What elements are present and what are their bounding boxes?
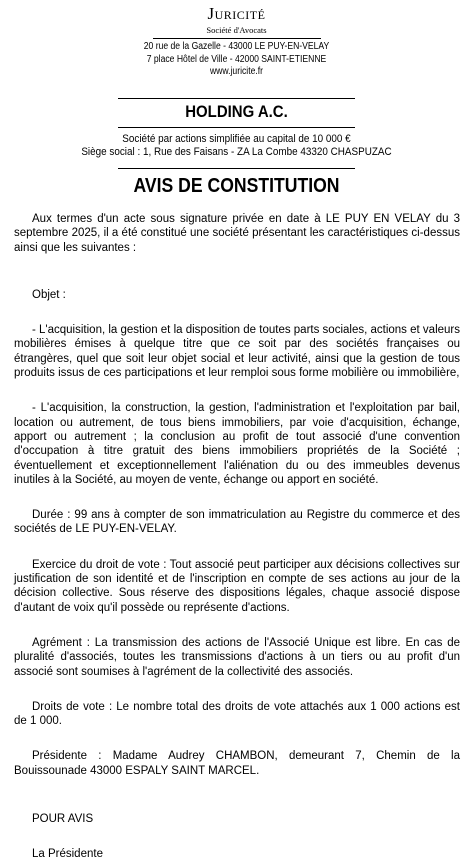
company-legal-form: Société par actions simplifiée au capital de 10 000 € (122, 133, 351, 145)
voting-exercise-paragraph: Exercice du droit de vote : Tout associé peut participer aux décisions collectives sur justification de son identité et de l'inscription en compte de ses actions au jour de la décision collective. Sous réserve des dispositions légales, chaque associé dispose d'autant de voix qu'il possède ou représente d'actions. (14, 558, 460, 614)
intro-paragraph: Aux termes d'un acte sous signature privée en date à LE PUY EN VELAY du 3 septembre 2025, il a été constitué une société présentant les caractéristiques ci-dessus ainsi que les suivantes : (14, 213, 460, 254)
object-label: Objet : (32, 288, 66, 301)
company-name: HOLDING A.C. (185, 102, 288, 121)
letterhead (0, 4, 473, 79)
divider-company (118, 127, 355, 128)
approval-paragraph: Agrément : La transmission des actions de l'Associé Unique est libre. En cas de pluralité d'associés, toutes les transmissions d'actions à un tiers ou au profit d'un associé sont soumises à l'agrément de la collectivité des associés. (14, 636, 460, 678)
brand-subtitle: Société d'Avocats (206, 25, 267, 35)
duration-paragraph: Durée : 99 ans à compter de son immatriculation au Registre du commerce et des sociétés de LE PUY-EN-VELAY. (14, 509, 460, 536)
closing-line: POUR AVIS (32, 813, 94, 826)
divider-title (118, 168, 355, 169)
object-item-2: - L'acquisition, la construction, la gestion, l'administration et l'exploitation par bail, location ou autrement, de tous biens immobiliers, par voie d'acquisition, échange, apport ou autrement ; la conclusion au profit de tout associé d'une convention d'occupation à titre gratuit des biens immobiliers propriétés de la Société ; éventuellement et exceptionnellement l'aliénation du ou des immeubles devenus inutiles à la Société, au moyen de vente, échange ou apport en société. (14, 402, 460, 486)
signature-line: La Présidente (32, 848, 103, 861)
president-paragraph: Présidente : Madame Audrey CHAMBON, demeurant 7, Chemin de la Bouissounade 43000 ESPALY SAINT MARCEL. (14, 750, 460, 777)
company-info (24, 133, 450, 159)
divider-top (118, 98, 355, 99)
address-line-1: 20 rue de la Gazelle - 43000 LE PUY-EN-VELAY (143, 41, 330, 52)
notice-body (14, 212, 460, 862)
company-head-office: Siège social : 1, Rue des Faisans - ZA La Combe 43320 CHASPUZAC (81, 146, 392, 158)
object-item-1: - L'acquisition, la gestion et la disposition de toutes parts sociales, actions et valeurs mobilières émises à quelque titre que ce soit par des sociétés françaises ou étrangères, quel que soit leur objet social et leur activité, ainsi que la gestion de tous produits issus de ces participations et leur remploi sous forme mobilière ou immobilière, (14, 324, 460, 380)
address-line-2: 7 place Hôtel de Ville - 42000 SAINT-ETIENNE (146, 53, 327, 65)
website-line: www.juricite.fr (209, 66, 264, 77)
voting-rights-paragraph: Droits de vote : Le nombre total des droits de vote attachés aux 1 000 actions est de 1 000. (14, 700, 460, 728)
notice-title: AVIS DE CONSTITUTION (133, 175, 340, 197)
brand-logo-text: Juricité (207, 4, 266, 23)
letterhead-rule (153, 38, 321, 39)
